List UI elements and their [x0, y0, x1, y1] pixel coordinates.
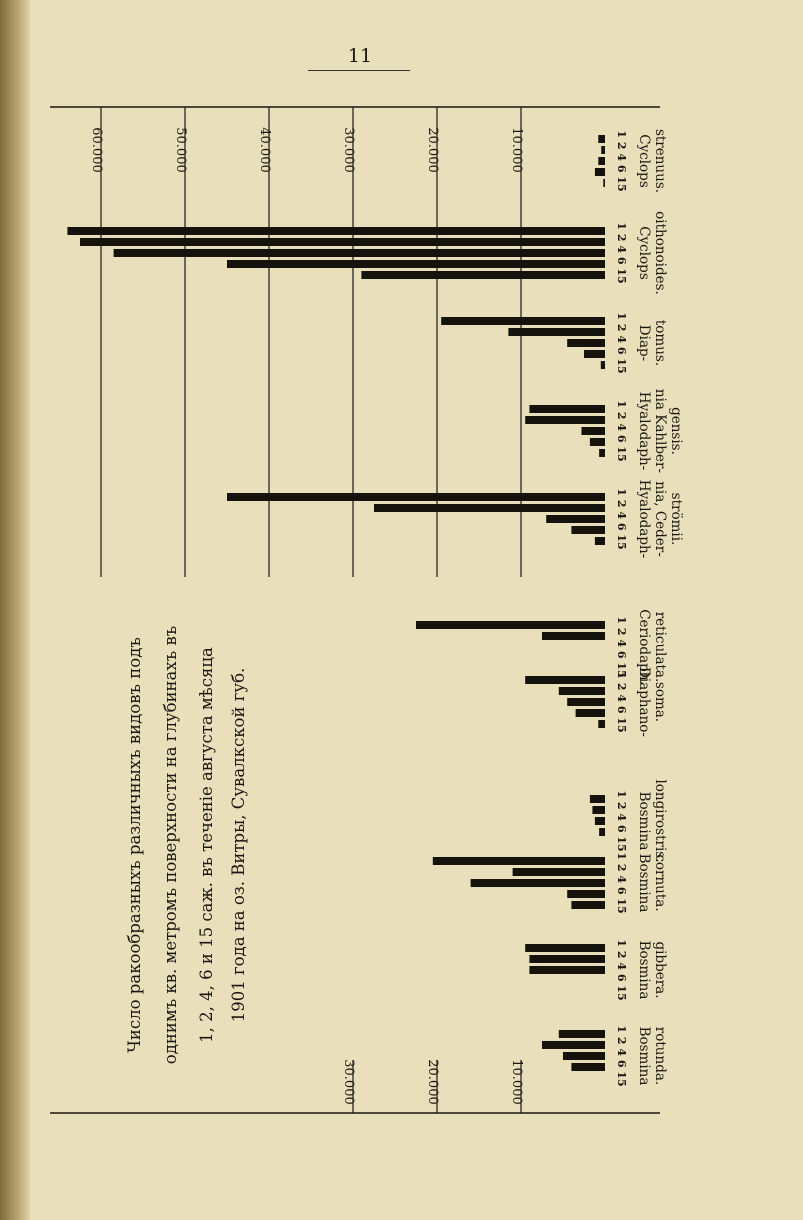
depth-label: 1 2 4 6 15 [615, 852, 628, 914]
data-bar [227, 493, 605, 501]
data-bar [67, 227, 605, 235]
species-label: longirostris. [652, 779, 668, 863]
data-bar [601, 361, 605, 369]
data-bar [571, 1063, 605, 1071]
depth-label: 1 2 4 6 15 [615, 130, 628, 192]
species-label: gibbera. [652, 941, 668, 999]
axis-tick-label-top: 60.000 [89, 127, 104, 173]
chart-title-line: 1, 2, 4, 6 и 15 саж. въ теченіе августа мѣсяца [197, 647, 216, 1043]
data-bar [598, 135, 605, 143]
data-bar [559, 687, 605, 695]
species-label: tomus. [652, 319, 668, 367]
data-bar [525, 416, 605, 424]
species-label: gensis. [668, 407, 684, 455]
data-bar [559, 1030, 605, 1038]
chart-title-line: Число ракообразныхъ различныхъ видовъ подъ [125, 637, 144, 1053]
axis-tick-label-top: 30.000 [341, 127, 356, 173]
data-bar [563, 1052, 605, 1060]
data-bar [441, 317, 605, 325]
depth-label: 1 2 4 6 15 [615, 1025, 628, 1087]
species-label: nia, Ceder- [652, 481, 668, 557]
species-label: strömii. [668, 492, 684, 546]
data-bar [571, 526, 605, 534]
data-bar [603, 179, 605, 187]
axis-tick-label-top: 10.000 [509, 127, 524, 173]
data-bar [361, 271, 605, 279]
data-bar [80, 238, 605, 246]
data-bar [542, 632, 605, 640]
axis-tick-label-top: 50.000 [173, 127, 188, 173]
data-bar [416, 621, 605, 629]
data-bar [595, 817, 605, 825]
data-bar [471, 879, 605, 887]
data-bar [581, 427, 605, 435]
data-bar [525, 676, 605, 684]
depth-label: 1 2 4 6 15 [615, 616, 628, 678]
data-bar [601, 146, 605, 154]
data-bar [529, 405, 605, 413]
species-label: Bosmina [636, 940, 652, 1000]
data-bar [529, 966, 605, 974]
data-bar [571, 901, 605, 909]
species-label: strenuus. [652, 128, 668, 194]
species-label: Cyclops [636, 226, 652, 280]
data-bar [599, 828, 605, 836]
data-bar [567, 339, 605, 347]
species-label: Cyclops [636, 134, 652, 188]
data-bar [598, 157, 605, 165]
species-label: cornuta. [652, 854, 668, 912]
data-bar [433, 857, 605, 865]
depth-label: 1 2 4 6 15 [615, 312, 628, 374]
page-number: 11 [347, 45, 373, 67]
species-label: Ceriodaph. [636, 609, 652, 685]
depth-label: 1 2 4 6 15 [615, 222, 628, 284]
data-bar [592, 806, 605, 814]
data-bar [525, 944, 605, 952]
data-bar [590, 438, 605, 446]
species-label: rotunda. [652, 1026, 668, 1086]
species-label: Bosmina [636, 791, 652, 851]
data-bar [508, 328, 605, 336]
data-bar [595, 537, 605, 545]
data-bar [590, 795, 605, 803]
data-bar [513, 868, 605, 876]
chart-title-line: 1901 года на оз. Витры, Сувалкской губ. [229, 667, 248, 1023]
data-bar [114, 249, 605, 257]
chart-title-line: однимъ кв. метромъ поверхности на глубинахъ въ [161, 625, 180, 1065]
depth-label: 1 2 4 6 15 [615, 400, 628, 462]
depth-label: 1 2 4 6 15 [615, 671, 628, 733]
species-label: Hyalodaph- [636, 479, 652, 559]
depth-label: 1 2 4 6 15 [615, 790, 628, 852]
species-label: Diap- [636, 324, 652, 362]
data-bar [576, 709, 605, 717]
data-bar [374, 504, 605, 512]
species-label: Diaphano- [636, 667, 652, 737]
data-bar [542, 1041, 605, 1049]
species-label: soma. [652, 681, 668, 723]
data-bar [567, 890, 605, 898]
species-label: Bosmina [636, 1026, 652, 1086]
species-label: Bosmina [636, 853, 652, 913]
species-label: reticulata. [652, 611, 668, 683]
axis-tick-label-top: 40.000 [257, 127, 272, 173]
data-bar [529, 955, 605, 963]
data-bar [584, 350, 605, 358]
axis-tick-label-top: 20.000 [425, 127, 440, 173]
data-bar [599, 449, 605, 457]
species-label: oithonoides. [652, 211, 668, 295]
species-label: nia Kahlber- [652, 388, 668, 474]
axis-tick-label-bottom: 30.000 [341, 1059, 356, 1105]
species-label: Hyalodaph- [636, 391, 652, 471]
depth-label: 1 2 4 6 15 [615, 939, 628, 1001]
data-bar [598, 720, 605, 728]
data-bar [567, 698, 605, 706]
data-bar [595, 168, 605, 176]
axis-tick-label-bottom: 10.000 [509, 1059, 524, 1105]
depth-label: 1 2 4 6 15 [615, 488, 628, 550]
axis-tick-label-bottom: 20.000 [425, 1059, 440, 1105]
data-bar [546, 515, 605, 523]
data-bar [227, 260, 605, 268]
